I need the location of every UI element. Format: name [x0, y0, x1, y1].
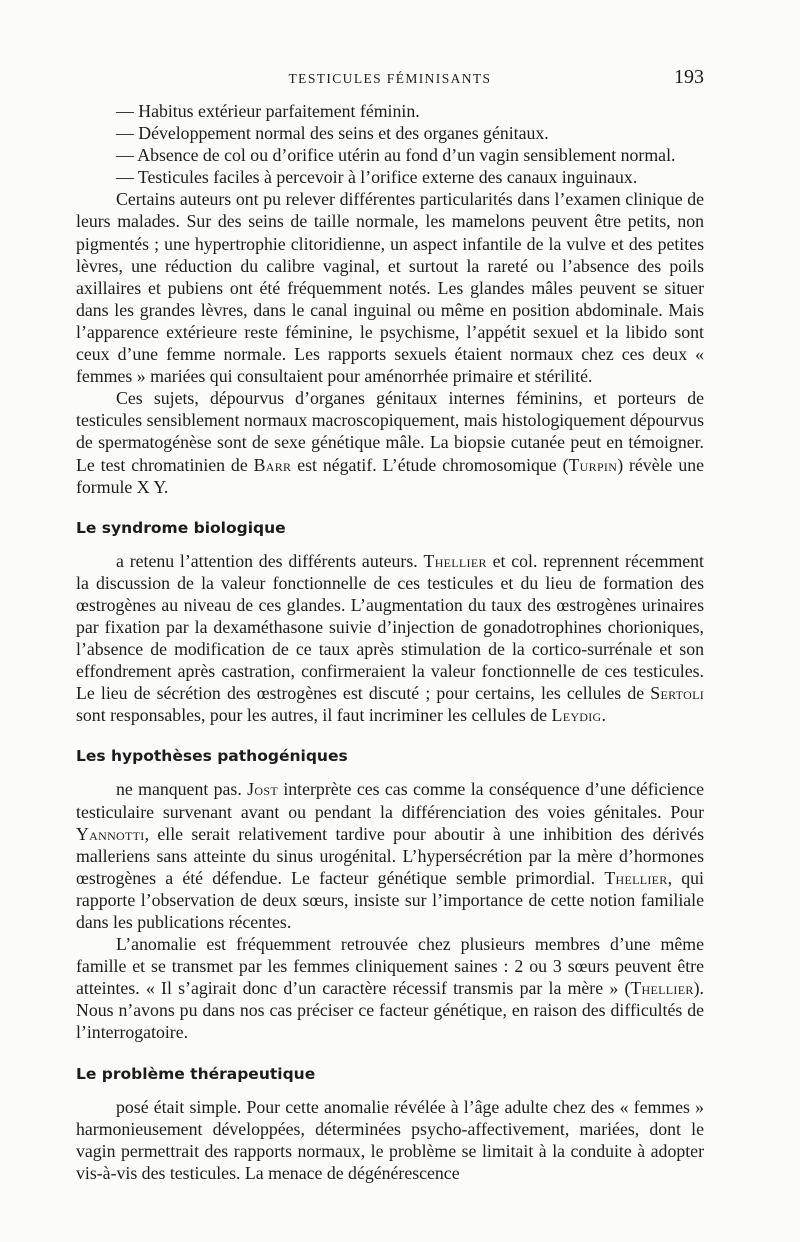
text-run: ). Nous n’avons pu dans nos cas préciser ce facteur génétique, en raison des difficultés de l’interrogatoire.: [76, 978, 704, 1043]
author-name: Sertoli: [650, 683, 704, 704]
bullet-list: [76, 100, 704, 188]
text-run: ne manquent pas.: [116, 779, 248, 800]
page-header: [76, 66, 704, 90]
text-run: .: [601, 705, 606, 726]
text-run: a retenu l’attention des différents auteurs.: [116, 550, 424, 571]
author-name: Jost: [247, 779, 278, 800]
paragraph-biological: [76, 550, 704, 727]
text-run: interprète ces cas comme la conséquence d’une déficience testiculaire survenant avant ou pendant la différenciation des voies génitales. Pour: [76, 779, 705, 822]
author-name: Turpin: [568, 454, 618, 475]
bullet-item: — Absence de col ou d’orifice utérin au fond d’un vagin sensiblement normal.: [116, 145, 676, 166]
paragraph-therapeutic: posé était simple. Pour cette anomalie révélée à l’âge adulte chez des « femmes » harmonieusement développées, déterminées psycho-affectivement, mariées, dont le vagin permettrait des rapports normaux, le problème se limitait à la conduite à adopter vis-à-vis des testicules. La menace de dégénérescence: [76, 1096, 704, 1183]
paragraph-genetic-sex: [76, 387, 704, 497]
author-name: Leydig: [551, 705, 602, 726]
text-run: Ces sujets, dépourvus d’organes génitaux internes féminins, et porteurs de testicules sensiblement normaux macroscopiquement, mais histologiquement dépourvus de spermatogénèse sont de sexe génétique mâle. La biopsie cutanée peut en témoigner. Le test chromatinien de: [76, 388, 704, 475]
paragraph-pathogenic: [76, 778, 704, 933]
paragraph-clinical-details: Certains auteurs ont pu relever différentes particularités dans l’examen clinique de leurs malades. Sur des seins de taille normale, les mamelons peuvent être petits, non pigmentés ; une hypertrophie clitoridienne, un aspect infantile de la vulve et des petites lèvres, une réduction du calibre vaginal, et surtout la rareté ou l’absence des poils axillaires et pubiens ont été fréquemment notés. Les glandes mâles peuvent se situer dans les grandes lèvres, dans le canal inguinal ou même en position abdominale. Mais l’apparence extérieure reste féminine, le psychisme, l’appétit sexuel et la libido sont ceux d’une femme normale. Les rapports sexuels étaient normaux chez ces deux « femmes » mariées qui consultaient pour aménorrhée primaire et stérilité.: [76, 189, 704, 387]
text-run: , elle serait relativement tardive pour aboutir à une inhibition des dérivés malleriens sans atteinte du sinus urogénital. L’hypersécrétion par la mère d’hormones œstrogènes a été défendue. Le facteur génétique semble primordial.: [76, 823, 704, 888]
section-heading-biological: Le syndrome biologique: [76, 518, 286, 537]
bullet-item: — Développement normal des seins et des organes génitaux.: [116, 123, 549, 144]
text-run: L’anomalie est fréquemment retrouvée chez plusieurs membres d’une même famille et se transmet par les femmes cliniquement saines : 2 ou 3 sœurs peuvent être atteintes. « Il s’agirait donc d’un caractère récessif transmis par la mère » (: [76, 934, 704, 999]
text-run: sont responsables, pour les autres, il faut incriminer les cellules de: [76, 705, 552, 726]
text-run: ) révèle une formule X Y.: [76, 454, 704, 497]
section-heading-pathogenic: Les hypothèses pathogéniques: [76, 747, 348, 766]
author-name: Thellier: [604, 867, 668, 888]
running-title: TESTICULES FÉMINISANTS: [288, 71, 492, 86]
paragraph-heredity: [76, 933, 704, 1043]
text-run: est négatif. L’étude chromosomique (: [291, 454, 569, 475]
author-name: Thellier: [630, 978, 694, 999]
section-heading-therapeutic: Le problème thérapeutique: [76, 1064, 316, 1083]
author-name: Yannotti: [76, 823, 145, 844]
bullet-item: — Testicules faciles à percevoir à l’orifice externe des canaux inguinaux.: [116, 167, 638, 188]
text-run: et col. reprennent récemment la discussion de la valeur fonctionnelle de ces testicules et du lieu de formation des œstrogènes au niveau de ces glandes. L’augmentation du taux des œstrogènes urinaires par fixation par la dexaméthasone suivie d’injection de gonadotrophines chorioniques, l’absence de modification de ce taux après stimulation de la cortico-surrénale et son effondrement après castration, confirmeraient la valeur fonctionnelle de ces testicules. Le lieu de sécrétion des œstrogènes est discuté ; pour certains, les cellules de: [76, 550, 704, 704]
author-name: Thellier: [423, 550, 487, 571]
bullet-item: — Habitus extérieur parfaitement féminin.: [116, 101, 420, 121]
page-number: 193: [674, 66, 704, 88]
author-name: Barr: [253, 454, 292, 475]
page-body: [76, 100, 704, 1184]
text-run: , qui rapporte l’observation de deux sœurs, insiste sur l’importance de cette notion familiale dans les publications récentes.: [76, 867, 704, 932]
